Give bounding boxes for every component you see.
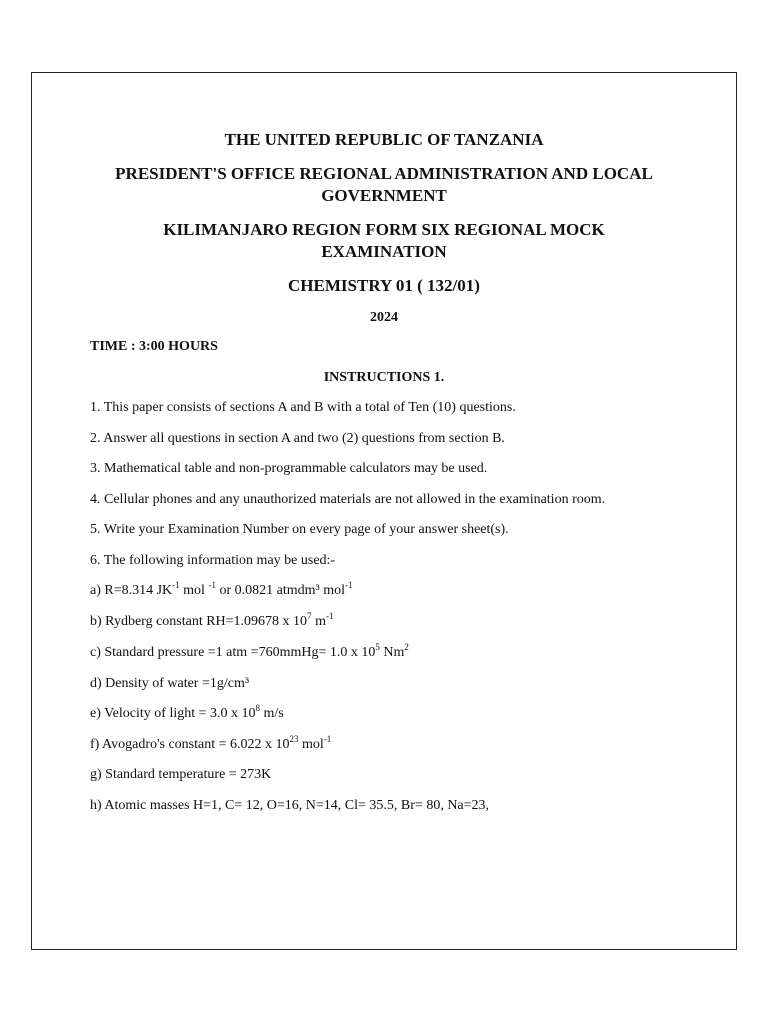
subject-heading: CHEMISTRY 01 ( 132/01) bbox=[288, 276, 480, 295]
constant-text: g) Standard temperature = 273K bbox=[90, 767, 272, 782]
constant-exponent: 2 bbox=[404, 642, 409, 652]
constant-exponent: -1 bbox=[208, 580, 216, 590]
constant-text: Nm bbox=[379, 645, 405, 660]
constant-atomic-masses bbox=[90, 798, 489, 814]
constant-exponent: -1 bbox=[344, 580, 353, 590]
exam-duration: TIME : 3:00 HOURS bbox=[90, 339, 218, 354]
office-heading-line1: PRESIDENT'S OFFICE REGIONAL ADMINISTRATION AND LOCAL bbox=[115, 164, 653, 183]
constant-text: m bbox=[311, 614, 326, 629]
constant-text: mol bbox=[179, 583, 209, 598]
constant-standard-temperature bbox=[90, 767, 271, 783]
instruction-item: 6. The following information may be used:- bbox=[90, 553, 336, 568]
constant-text: d) Density of water =1g/cm³ bbox=[90, 676, 250, 691]
exam-heading-line1: KILIMANJARO REGION FORM SIX REGIONAL MOCK bbox=[163, 220, 605, 239]
exam-heading-line2: EXAMINATION bbox=[321, 242, 447, 261]
constant-exponent: 7 bbox=[307, 611, 312, 621]
instruction-item: 5. Write your Examination Number on every page of your answer sheet(s). bbox=[90, 522, 509, 537]
exam-year: 2024 bbox=[370, 310, 398, 325]
constant-standard-pressure bbox=[90, 642, 409, 661]
country-heading: THE UNITED REPUBLIC OF TANZANIA bbox=[224, 130, 544, 149]
constant-exponent: -1 bbox=[325, 611, 334, 621]
constant-text: f) Avogadro's constant = 6.022 x 10 bbox=[90, 737, 290, 752]
instructions-title: INSTRUCTIONS 1. bbox=[323, 370, 445, 385]
constant-text: a) R=8.314 JK bbox=[90, 583, 173, 598]
constant-exponent: -1 bbox=[172, 580, 180, 590]
constant-exponent: 23 bbox=[289, 734, 299, 744]
constant-text: mol bbox=[298, 737, 324, 752]
constant-text: or 0.0821 atmdm³ mol bbox=[215, 583, 345, 598]
constant-gas-constant bbox=[90, 580, 353, 599]
instruction-item: 3. Mathematical table and non-programmable calculators may be used. bbox=[90, 461, 488, 476]
constant-exponent: 8 bbox=[255, 703, 261, 713]
office-heading-line2: GOVERNMENT bbox=[321, 186, 447, 205]
constant-avogadro bbox=[90, 734, 332, 753]
constant-text: c) Standard pressure =1 atm =760mmHg= 1.0 x 10 bbox=[90, 645, 376, 660]
constant-text: m/s bbox=[260, 706, 284, 721]
constant-text: b) Rydberg constant RH=1.09678 x 10 bbox=[90, 614, 308, 629]
constant-exponent: 5 bbox=[375, 642, 380, 652]
constant-text: h) Atomic masses H=1, C= 12, O=16, N=14, Cl= 35.5, Br= 80, Na=23, bbox=[90, 798, 490, 813]
instruction-item: 4. Cellular phones and any unauthorized materials are not allowed in the examination room. bbox=[90, 492, 606, 507]
instruction-item: 2. Answer all questions in section A and two (2) questions from section B. bbox=[90, 431, 505, 446]
constant-text: e) Velocity of light = 3.0 x 10 bbox=[90, 706, 256, 721]
constant-exponent: -1 bbox=[323, 734, 332, 744]
instruction-item: 1. This paper consists of sections A and B with a total of Ten (10) questions. bbox=[90, 400, 516, 415]
constant-rydberg bbox=[90, 611, 334, 630]
constant-water-density bbox=[90, 676, 249, 692]
constant-light-velocity bbox=[90, 703, 284, 722]
